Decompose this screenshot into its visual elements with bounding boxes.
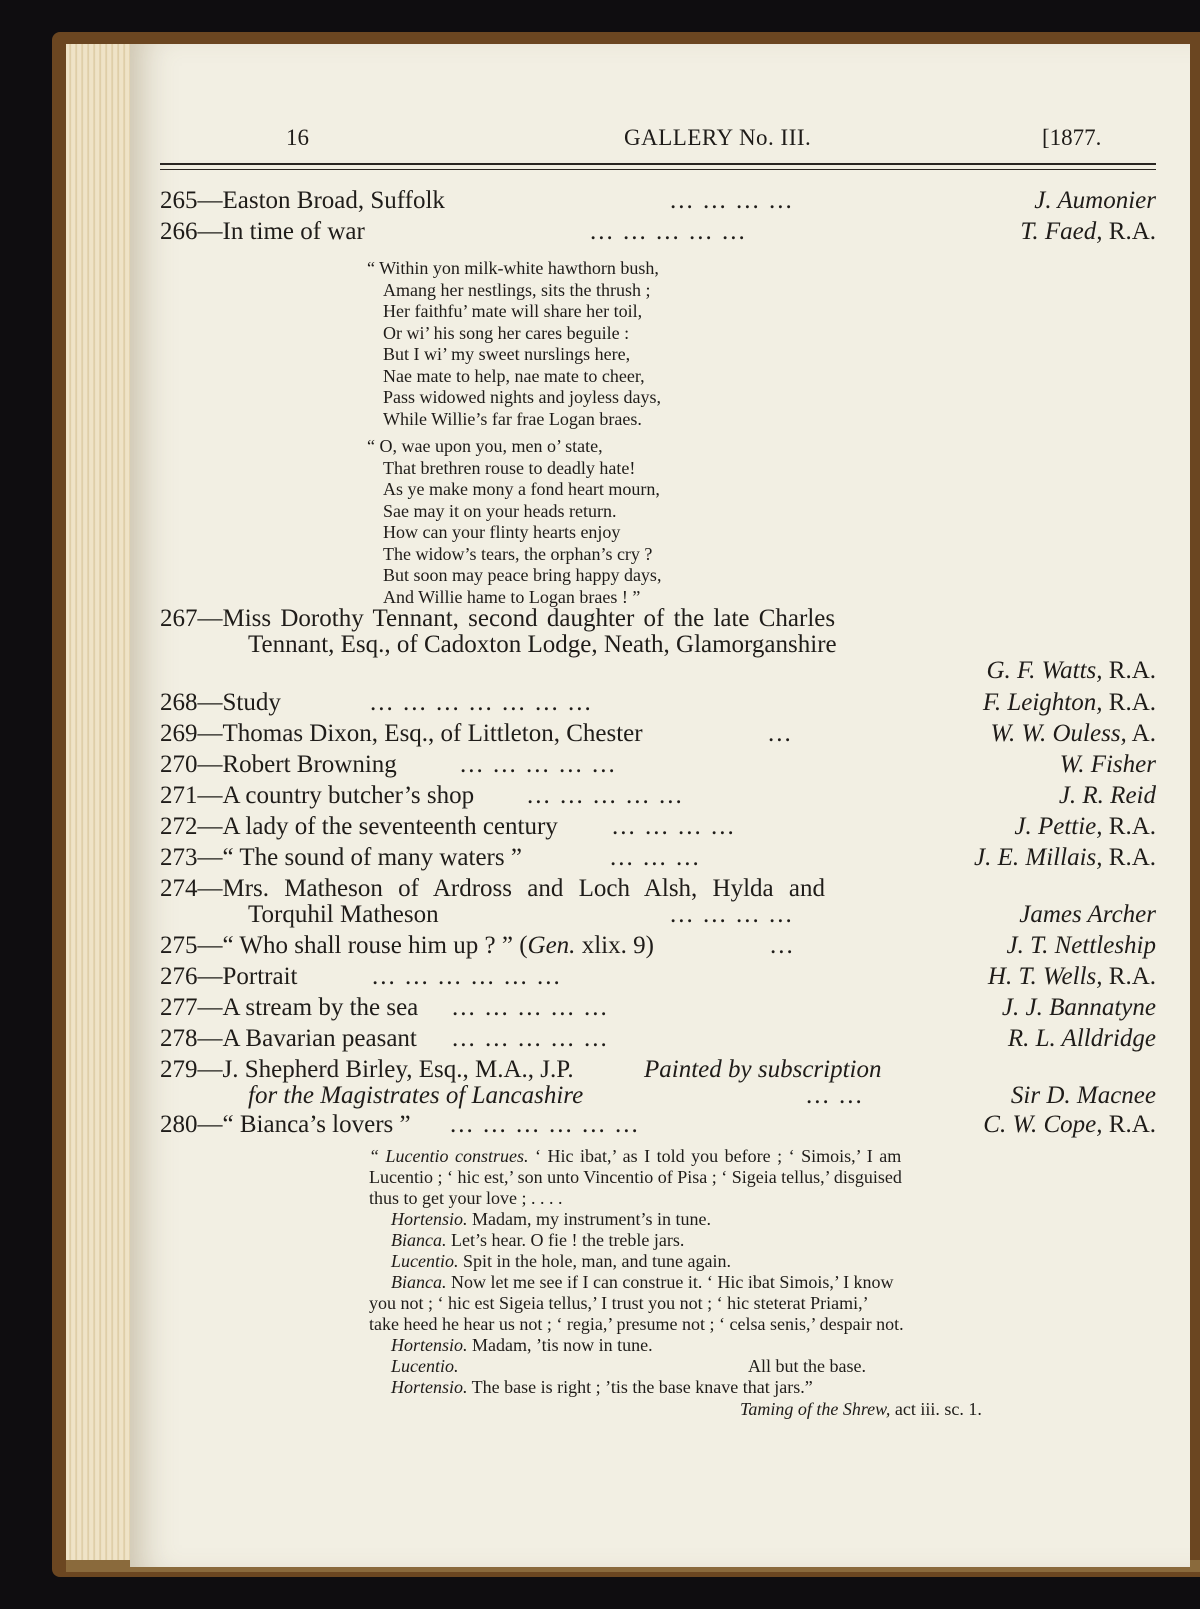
quote-line: thus to get your love ; . . . .: [369, 1188, 563, 1208]
speaker: Hortensio.: [391, 1377, 468, 1397]
speaker: Lucentio.: [391, 1251, 459, 1271]
entry-title: 279—J. Shepherd Birley, Esq., M.A., J.P.: [160, 1056, 574, 1083]
entry-title-continued: for the Magistrates of Lancashire: [248, 1082, 584, 1109]
quote-line: take heed he hear us not ; ‘ regia,’ presume not ; ‘ celsa senis,’ despair not.: [369, 1314, 904, 1334]
verse-line: How can your flinty hearts enjoy: [383, 522, 621, 542]
verse-stanza: [367, 258, 661, 430]
catalogue-entry: [160, 781, 1156, 811]
leader-dots: ...: [768, 720, 793, 747]
entry-title: 267—Miss Dorothy Tennant, second daughter of the late Charles: [160, 605, 836, 632]
verse-line: But soon may peace bring happy days,: [383, 565, 662, 585]
leader-dots: ... ... ... ... ...: [452, 994, 609, 1021]
entry-title-continued: Tennant, Esq., of Cadoxton Lodge, Neath, Glamorganshire: [248, 631, 837, 658]
entry-title: 274—Mrs. Matheson of Ardross and Loch Alsh, Hylda and: [160, 875, 825, 902]
catalogue-entry-continued: [160, 1081, 1156, 1111]
verse-line: Pass widowed nights and joyless days,: [383, 387, 661, 407]
catalogue-entry: [160, 812, 1156, 842]
entry-title: 266—In time of war: [160, 218, 365, 245]
leader-dots: ...: [770, 932, 795, 959]
leader-dots: ... ... ... ... ... ... ...: [370, 689, 593, 716]
entry-title: 278—A Bavarian peasant: [160, 1025, 417, 1052]
quote-line: Madam, my instrument’s in tune.: [467, 1209, 711, 1229]
entry-artist: J. J. Bannatyne: [1001, 994, 1156, 1021]
entry-artist: F. Leighton,: [982, 689, 1103, 716]
page-title: GALLERY No. III.: [624, 125, 812, 150]
entry-artist: R. L. Alldridge: [1007, 1025, 1156, 1052]
catalogue-entry: [160, 962, 1156, 992]
entry-title-citation: Gen.: [527, 932, 576, 959]
quote-line: All but the base.: [748, 1356, 866, 1376]
entry-title: 268—Study: [160, 689, 281, 716]
verse-line: Nae mate to help, nae mate to cheer,: [383, 365, 645, 386]
entry-title: 277—A stream by the sea: [160, 994, 419, 1021]
verse-line: Sae may it on your heads return.: [383, 500, 617, 521]
verse-line: While Willie’s far frae Logan braes.: [383, 408, 642, 429]
leader-dots: ... ... ... ... ...: [452, 1025, 609, 1052]
verse-line: That brethren rouse to deadly hate!: [383, 457, 636, 478]
speaker: Lucentio.: [391, 1356, 459, 1376]
header-rule: [160, 163, 1156, 165]
entry-artist: G. F. Watts,: [986, 657, 1103, 684]
quote-line: Madam, ’tis now in tune.: [467, 1335, 653, 1355]
verse-line: And Willie hame to Logan braes ! ”: [383, 586, 641, 607]
verse-stanza: [367, 436, 662, 608]
entry-artist: J. Aumonier: [1034, 187, 1156, 214]
leader-dots: ... ...: [806, 1082, 864, 1109]
catalogue-entry: [160, 688, 1156, 718]
entry-artist: W. W. Ouless,: [990, 720, 1127, 747]
quote-line: Lucentio ; ‘ hic est,’ son unto Vincentio of Pisa ; ‘ Sigeia tellus,’ disguised: [369, 1167, 902, 1187]
entry-artist: J. T. Nettleship: [1006, 932, 1156, 959]
entry-title: 273—“ The sound of many waters ”: [160, 844, 522, 871]
leader-dots: ... ... ... ... ... ...: [450, 1111, 640, 1138]
entry-title: 276—Portrait: [160, 963, 298, 990]
verse-line: “ O, wae upon you, men o’ state,: [367, 436, 603, 456]
leader-dots: ... ... ...: [610, 844, 701, 871]
quote-line: The base is right ; ’tis the base knave that jars.”: [467, 1377, 813, 1397]
catalogue-entry: [160, 217, 1156, 247]
entry-artist: J. E. Millais,: [974, 844, 1103, 871]
leader-dots: ... ... ... ...: [612, 813, 736, 840]
entry-artist: T. Faed,: [1020, 218, 1103, 245]
entry-title: 272—A lady of the seventeenth century: [160, 813, 558, 840]
catalogue-entry-continued: [160, 900, 1156, 930]
catalogue-entry: [160, 750, 1156, 780]
verse-line: But I wi’ my sweet nurslings here,: [383, 344, 631, 364]
leader-dots: ... ... ... ...: [670, 187, 794, 214]
entry-artist: James Archer: [1019, 901, 1156, 928]
verse-line: Or wi’ his song her cares beguile :: [383, 322, 630, 343]
quote-line: Now let me see if I can construe it. ‘ Hic ibat Simois,’ I know: [446, 1272, 894, 1292]
leader-dots: ... ... ... ... ...: [527, 782, 684, 809]
entry-artist-suffix: A.: [1126, 720, 1156, 747]
entry-title: 269—Thomas Dixon, Esq., of Littleton, Chester: [160, 720, 643, 747]
catalogue-entry-artist-line: [160, 656, 1156, 686]
quote-line: Let’s hear. O fie ! the treble jars.: [446, 1230, 685, 1250]
entry-artist: C. W. Cope,: [983, 1111, 1103, 1138]
speaker: “ Lucentio construes.: [369, 1146, 529, 1166]
entry-artist-suffix: R.A.: [1102, 844, 1156, 871]
catalogue-entry: [160, 931, 1156, 961]
verse-line: Amang her nestlings, sits the thrush ;: [383, 279, 651, 300]
entry-artist: J. R. Reid: [1058, 782, 1156, 809]
entry-artist-suffix: R.A.: [1102, 689, 1156, 716]
entry-artist: J. Pettie,: [1014, 813, 1103, 840]
verse-line: As ye make mony a fond heart mourn,: [383, 479, 660, 499]
entry-artist-suffix: R.A.: [1102, 1111, 1156, 1138]
quote-line: Spit in the hole, man, and tune again.: [458, 1251, 731, 1271]
quote-source-title: Taming of the Shrew,: [740, 1399, 891, 1419]
entry-title-rest: xlix. 9): [575, 932, 654, 959]
catalogue-entry: [160, 1024, 1156, 1054]
speaker: Bianca.: [391, 1230, 447, 1250]
leader-dots: ... ... ... ... ...: [460, 751, 617, 778]
speaker: Bianca.: [391, 1272, 447, 1292]
verse-line: Her faithfu’ mate will share her toil,: [383, 301, 643, 321]
header-rule-thin: [160, 169, 1156, 170]
catalogue-entry: [160, 843, 1156, 873]
entry-title: 280—“ Bianca’s lovers ”: [160, 1111, 411, 1138]
page-year: [1877.: [1042, 125, 1102, 150]
entry-artist-suffix: R.A.: [1102, 813, 1156, 840]
quote-line: ‘ Hic ibat,’ as I told you before ; ‘ Simois,’ I am: [528, 1146, 902, 1166]
leader-dots: ... ... ... ... ... ...: [372, 963, 562, 990]
entry-artist-suffix: R.A.: [1102, 218, 1156, 245]
leader-dots: ... ... ... ...: [670, 901, 794, 928]
catalogue-entry: [160, 719, 1156, 749]
entry-title: 275—“ Who shall rouse him up ? ” (: [160, 932, 528, 959]
speaker: Hortensio.: [391, 1335, 468, 1355]
catalogue-page: [130, 44, 1190, 1567]
verse-line: “ Within yon milk-white hawthorn bush,: [367, 258, 659, 278]
entry-note: Painted by subscription: [644, 1056, 882, 1083]
entry-artist-suffix: R.A.: [1102, 963, 1156, 990]
page-number: 16: [286, 125, 309, 150]
entry-title: 270—Robert Browning: [160, 751, 397, 778]
catalogue-entry: [160, 186, 1156, 216]
quote-source: act iii. sc. 1.: [890, 1399, 982, 1419]
entry-title: 271—A country butcher’s shop: [160, 782, 475, 809]
entry-artist: Sir D. Macnee: [1010, 1082, 1156, 1109]
verse-line: The widow’s tears, the orphan’s cry ?: [383, 543, 653, 564]
entry-artist-suffix: R.A.: [1102, 657, 1156, 684]
entry-title: 265—Easton Broad, Suffolk: [160, 187, 445, 214]
catalogue-entry: [160, 1110, 1156, 1140]
entry-artist: H. T. Wells,: [987, 963, 1103, 990]
catalogue-entry: [160, 993, 1156, 1023]
entry-title-continued: Torquhil Matheson: [248, 901, 439, 928]
leader-dots: ... ... ... ... ...: [590, 218, 747, 245]
speaker: Hortensio.: [391, 1209, 468, 1229]
quote-line: you not ; ‘ hic est Sigeia tellus,’ I trust you not ; ‘ hic steterat Priami,’: [369, 1293, 869, 1313]
entry-artist: W. Fisher: [1059, 751, 1156, 778]
